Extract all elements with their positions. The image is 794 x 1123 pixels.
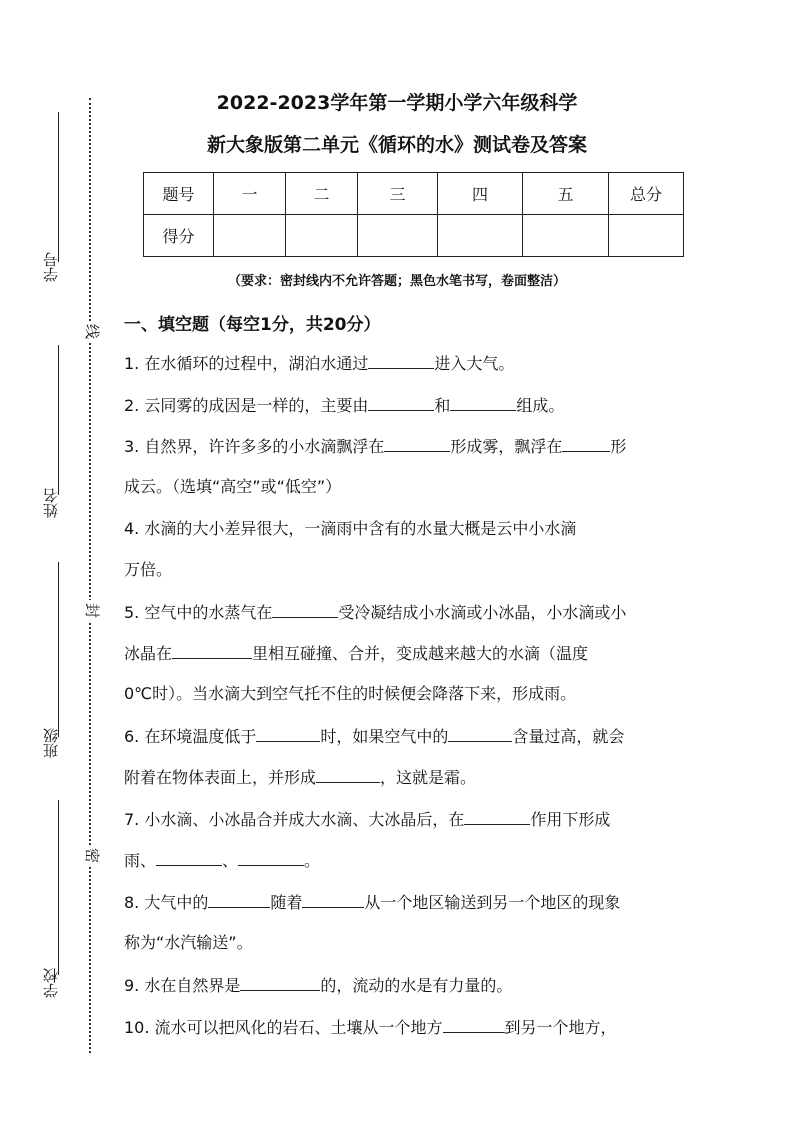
score-table-cell: 四	[438, 173, 523, 215]
page-title: 2022-2023学年第一学期小学六年级科学	[216, 92, 578, 114]
name-label: 姓名	[42, 488, 60, 518]
question-5	[124, 602, 700, 623]
answer-blank[interactable]	[302, 892, 364, 908]
score-table-cell: 总分	[609, 173, 684, 215]
question-text: 10. 流水可以把风化的岩石、土壤从一个地方	[124, 1018, 443, 1037]
question-text: 2. 云同雾的成因是一样的，主要由	[124, 396, 369, 415]
answer-blank[interactable]	[464, 809, 530, 825]
name-line	[58, 345, 59, 495]
question-text: 含量过高，就会	[512, 727, 625, 746]
answer-blank[interactable]	[384, 436, 450, 452]
section-heading: 一、填空题（每空1分，共20分）	[124, 315, 381, 335]
answer-blank[interactable]	[240, 975, 320, 991]
score-input-cell[interactable]	[214, 215, 286, 257]
question-7	[124, 809, 700, 830]
question-text: ，这就是霜。	[380, 768, 477, 787]
answer-blank[interactable]	[156, 850, 222, 866]
seal-char-line: 线	[85, 322, 100, 340]
score-table-score-row	[144, 215, 684, 257]
score-input-cell[interactable]	[286, 215, 358, 257]
question-text: 进入大气。	[434, 354, 515, 373]
question-text: 从一个地区输送到另一个地区的现象	[364, 893, 621, 912]
class-label: 班级	[42, 728, 60, 758]
score-table-cell: 五	[523, 173, 609, 215]
answer-blank[interactable]	[316, 767, 380, 783]
question-text: 组成。	[516, 396, 565, 415]
question-text	[124, 643, 700, 664]
exam-requirements: （要求：密封线内不允许答题；黑色水笔书写，卷面整洁）	[227, 274, 566, 289]
answer-blank[interactable]	[562, 436, 610, 452]
question-text: 万倍。	[124, 560, 173, 579]
answer-blank[interactable]	[208, 892, 270, 908]
seal-dotted-line	[89, 98, 91, 1053]
question-text: 、	[222, 851, 239, 870]
score-table-cell: 二	[286, 173, 358, 215]
question-text: 雨、	[124, 851, 157, 870]
question-text: 形	[610, 437, 627, 456]
answer-blank[interactable]	[256, 726, 320, 742]
answer-blank[interactable]	[172, 643, 252, 659]
answer-blank[interactable]	[368, 353, 434, 369]
answer-blank[interactable]	[238, 850, 304, 866]
question-text: 0℃时）。当水滴大到空气托不住的时候便会降落下来，形成雨。	[124, 684, 577, 703]
page-subtitle: 新大象版第二单元《循环的水》测试卷及答案	[206, 134, 587, 156]
question-text: 里相互碰撞、合并，变成越来越大的水滴（温度	[252, 644, 589, 663]
score-table-cell: 三	[358, 173, 438, 215]
question-text: 称为“水汽输送”。	[124, 933, 253, 952]
answer-blank[interactable]	[272, 602, 338, 618]
question-text: 的，流动的水是有力量的。	[320, 976, 513, 995]
answer-blank[interactable]	[368, 395, 434, 411]
question-text: 8. 大气中的	[124, 893, 209, 912]
question-6	[124, 726, 700, 747]
score-table-cell: 一	[214, 173, 286, 215]
question-text: 形成雾，飘浮在	[450, 437, 563, 456]
question-text: 时，如果空气中的	[320, 727, 449, 746]
score-input-cell[interactable]	[438, 215, 523, 257]
question-8	[124, 892, 700, 913]
class-line	[58, 562, 59, 737]
question-9	[124, 975, 700, 996]
question-10	[124, 1017, 700, 1038]
score-table	[143, 172, 684, 257]
question-text	[124, 767, 700, 788]
question-text: 作用下形成	[530, 810, 611, 829]
seal-char-secret: 密	[85, 846, 100, 864]
question-1	[124, 353, 700, 374]
score-table-cell: 得分	[144, 215, 214, 257]
question-text: 。	[304, 851, 321, 870]
question-text: 1. 在水循环的过程中，湖泊水通过	[124, 354, 369, 373]
question-text	[124, 850, 700, 871]
seal-char-seal: 封	[85, 601, 100, 619]
question-3	[124, 436, 700, 457]
question-text: 7. 小水滴、小冰晶合并成大水滴、大冰晶后，在	[124, 810, 465, 829]
answer-blank[interactable]	[450, 395, 516, 411]
school-label: 学校	[42, 968, 60, 998]
school-line	[58, 800, 59, 975]
question-text: 9. 水在自然界是	[124, 976, 241, 995]
question-4: 4. 水滴的大小差异很大，一滴雨中含有的水量大概是云中小水滴	[124, 519, 577, 538]
score-input-cell[interactable]	[523, 215, 609, 257]
score-input-cell[interactable]	[609, 215, 684, 257]
score-table-cell: 题号	[144, 173, 214, 215]
question-text: 冰晶在	[124, 644, 173, 663]
answer-blank[interactable]	[443, 1017, 505, 1033]
question-text: 附着在物体表面上，并形成	[124, 768, 317, 787]
question-text: 成云。（选填“高空”或“低空”）	[124, 477, 342, 496]
answer-blank[interactable]	[448, 726, 512, 742]
question-text: 6. 在环境温度低于	[124, 727, 257, 746]
student-id-label: 学号	[42, 252, 60, 282]
question-text: 受冷凝结成小水滴或小冰晶，小水滴或小	[338, 603, 627, 622]
score-table-header-row	[144, 173, 684, 215]
question-2	[124, 395, 700, 416]
question-text: 5. 空气中的水蒸气在	[124, 603, 273, 622]
question-text: 到另一个地方，	[504, 1018, 617, 1037]
question-text: 和	[434, 396, 451, 415]
score-input-cell[interactable]	[358, 215, 438, 257]
question-text: 3. 自然界，许许多多的小水滴飘浮在	[124, 437, 385, 456]
question-text: 随着	[270, 893, 303, 912]
